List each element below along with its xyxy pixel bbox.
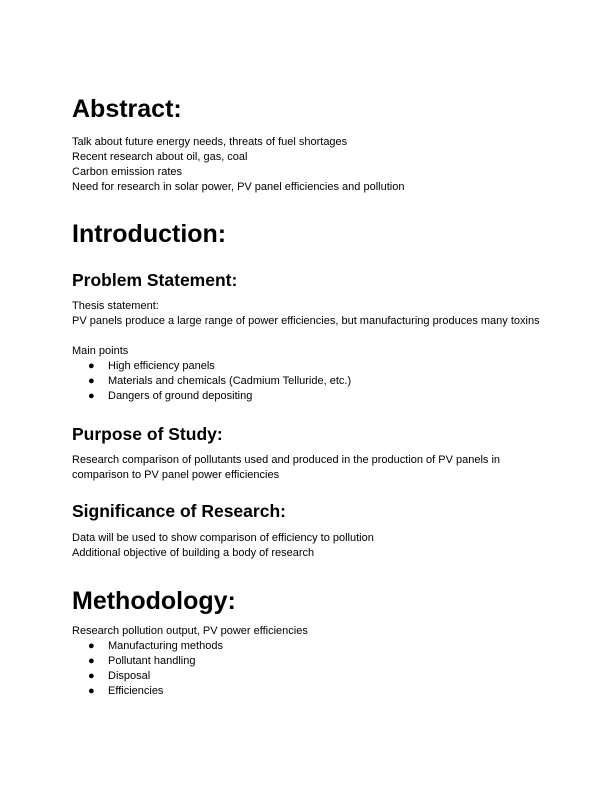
bullet-icon: ● bbox=[88, 655, 95, 667]
abstract-line: Talk about future energy needs, threats of fuel shortages bbox=[72, 136, 348, 148]
list-item-text: Pollutant handling bbox=[108, 655, 196, 667]
list-item-text: Efficiencies bbox=[108, 685, 164, 697]
significance-line: Additional objective of building a body of research bbox=[72, 547, 315, 559]
purpose-of-study-heading: Purpose of Study: bbox=[72, 424, 223, 444]
list-item-text: Manufacturing methods bbox=[108, 640, 223, 652]
abstract-line: Recent research about oil, gas, coal bbox=[72, 151, 248, 163]
abstract-line: Carbon emission rates bbox=[72, 166, 183, 178]
purpose-line: Research comparison of pollutants used and produced in the production of PV panels in bbox=[72, 454, 501, 466]
list-item-text: Disposal bbox=[108, 670, 151, 682]
significance-heading: Significance of Research: bbox=[72, 501, 286, 521]
methodology-heading: Methodology: bbox=[72, 587, 236, 615]
thesis-text: PV panels produce a large range of power efficiencies, but manufacturing produces many toxins bbox=[72, 315, 540, 327]
abstract-heading: Abstract: bbox=[72, 95, 182, 123]
main-points-label: Main points bbox=[72, 345, 129, 357]
significance-line: Data will be used to show comparison of efficiency to pollution bbox=[72, 532, 374, 544]
bullet-icon: ● bbox=[88, 670, 95, 682]
purpose-line: comparison to PV panel power efficiencies bbox=[72, 469, 280, 481]
list-item-text: Materials and chemicals (Cadmium Telluride, etc.) bbox=[108, 375, 352, 387]
methodology-intro: Research pollution output, PV power efficiencies bbox=[72, 625, 308, 637]
list-item-text: High efficiency panels bbox=[108, 360, 215, 372]
list-item-text: Dangers of ground depositing bbox=[108, 390, 253, 402]
introduction-heading: Introduction: bbox=[72, 220, 227, 248]
thesis-label: Thesis statement: bbox=[72, 300, 159, 312]
abstract-line: Need for research in solar power, PV panel efficiencies and pollution bbox=[72, 181, 405, 193]
bullet-icon: ● bbox=[88, 390, 95, 402]
problem-statement-heading: Problem Statement: bbox=[72, 270, 238, 290]
bullet-icon: ● bbox=[88, 375, 95, 387]
bullet-icon: ● bbox=[88, 640, 95, 652]
bullet-icon: ● bbox=[88, 360, 95, 372]
bullet-icon: ● bbox=[88, 685, 95, 697]
